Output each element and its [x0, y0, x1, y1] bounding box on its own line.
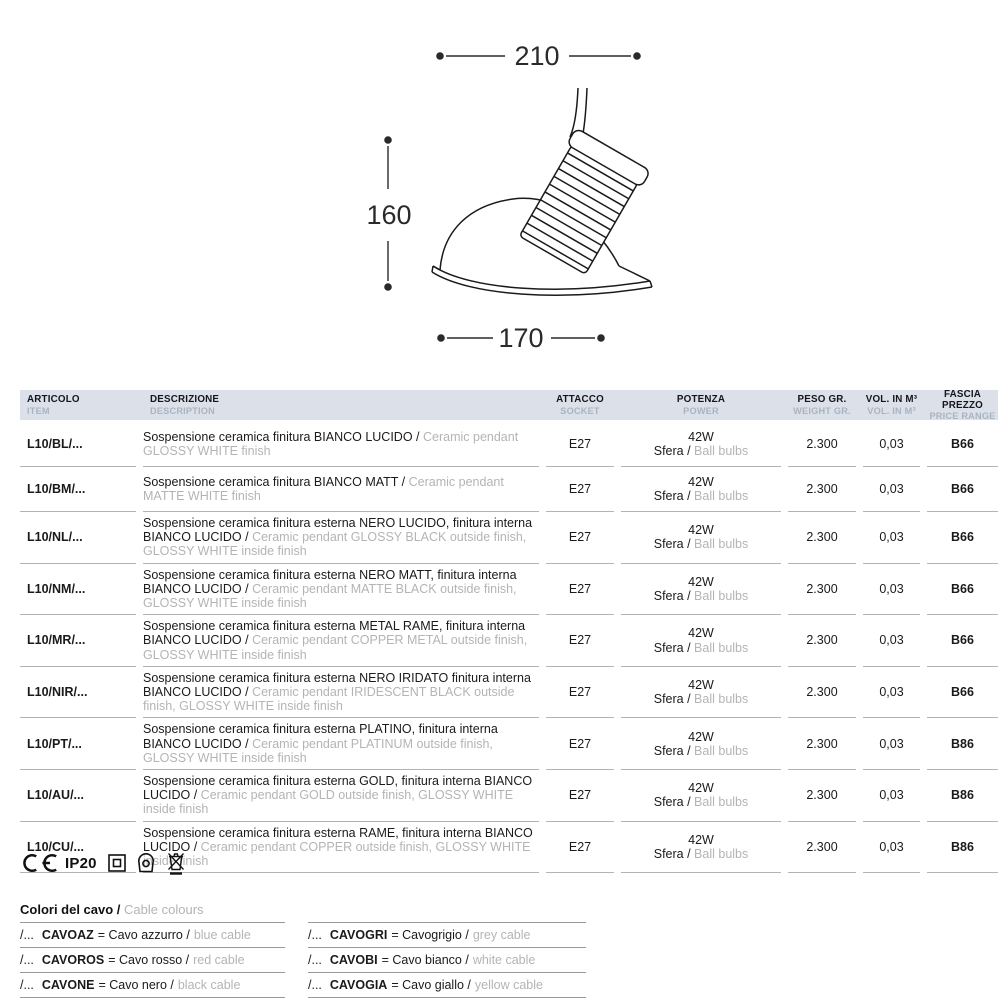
- socket-cell: E27: [546, 615, 614, 667]
- table-row: [20, 718, 998, 770]
- cable-colours-section: [20, 901, 586, 998]
- header-attacco: ATTACCO SOCKET: [556, 394, 604, 416]
- weight-cell: 2.300: [788, 467, 856, 512]
- ribbed-neck: [515, 128, 650, 277]
- weight-cell: 2.300: [788, 822, 856, 874]
- socket-cell: E27: [546, 564, 614, 616]
- power-cell: 42W Sfera / Ball bulbs: [621, 822, 781, 874]
- dimension-170: [438, 323, 604, 353]
- power-cell: 42W Sfera / Ball bulbs: [621, 422, 781, 467]
- ce-mark-icon: [22, 853, 60, 873]
- description-cell: Sospensione ceramica finitura BIANCO LUCIDO / Ceramic pendant GLOSSY WHITE finish: [143, 422, 539, 467]
- volume-cell: 0,03: [863, 512, 920, 564]
- price-range-cell: B86: [927, 770, 998, 822]
- description-cell: Sospensione ceramica finitura esterna RAME, finitura interna BIANCO LUCIDO / Ceramic pendant COPPER outside finish, GLOSSY WHITE inside finish: [143, 822, 539, 874]
- table-row: [20, 512, 998, 564]
- volume-cell: 0,03: [863, 422, 920, 467]
- volume-cell: 0,03: [863, 718, 920, 770]
- rim-lower: [432, 272, 652, 295]
- dim-top-label: 210: [514, 41, 560, 71]
- socket-cell: E27: [546, 822, 614, 874]
- socket-cell: E27: [546, 718, 614, 770]
- table-row: [20, 615, 998, 667]
- header-articolo: ARTICOLO ITEM: [27, 394, 80, 416]
- class-ii-insulation-icon: [108, 854, 126, 872]
- header-fascia-prezzo: FASCIA PREZZO PRICE RANGE: [929, 389, 996, 421]
- socket-cell: E27: [546, 770, 614, 822]
- volume-cell: 0,03: [863, 667, 920, 719]
- power-cell: 42W Sfera / Ball bulbs: [621, 467, 781, 512]
- article-code: L10/AU/...: [20, 770, 136, 822]
- description-cell: Sospensione ceramica finitura esterna NERO LUCIDO, finitura interna BIANCO LUCIDO / Ceramic pendant GLOSSY BLACK outside finish, GLOSSY WHITE inside finish: [143, 512, 539, 564]
- article-code: L10/NM/...: [20, 564, 136, 616]
- product-spec-table: [20, 390, 998, 873]
- table-body: [20, 422, 998, 873]
- socket-cell: E27: [546, 667, 614, 719]
- description-cell: Sospensione ceramica finitura BIANCO MATT / Ceramic pendant MATTE WHITE finish: [143, 467, 539, 512]
- header-peso: PESO GR. WEIGHT GR.: [793, 394, 851, 416]
- article-code: L10/NL/...: [20, 512, 136, 564]
- price-range-cell: B66: [927, 422, 998, 467]
- article-code: L10/BM/...: [20, 467, 136, 512]
- power-cell: 42W Sfera / Ball bulbs: [621, 718, 781, 770]
- weight-cell: 2.300: [788, 564, 856, 616]
- price-range-cell: B66: [927, 467, 998, 512]
- header-descrizione: DESCRIZIONE DESCRIPTION: [150, 394, 220, 416]
- table-row: [20, 467, 998, 512]
- cable-colours-left-column: [20, 901, 285, 998]
- table-row: [20, 667, 998, 719]
- price-range-cell: B86: [927, 718, 998, 770]
- volume-cell: 0,03: [863, 770, 920, 822]
- description-cell: Sospensione ceramica finitura esterna PLATINO, finitura interna BIANCO LUCIDO / Ceramic pendant PLATINUM outside finish, GLOSSY WHITE inside finish: [143, 718, 539, 770]
- table-header: [20, 390, 998, 420]
- pendant-lamp-technical-drawing: [0, 0, 1000, 375]
- power-cell: 42W Sfera / Ball bulbs: [621, 512, 781, 564]
- article-code: L10/CU/...: [20, 822, 136, 874]
- socket-cell: E27: [546, 512, 614, 564]
- cable-colours-right-column: [308, 901, 586, 998]
- description-cell: Sospensione ceramica finitura esterna NERO MATT, finitura interna BIANCO LUCIDO / Ceramic pendant MATTE BLACK outside finish, GLOSSY WHITE inside finish: [143, 564, 539, 616]
- certification-icons: [22, 851, 186, 875]
- price-range-cell: B66: [927, 615, 998, 667]
- cable-colour-item: /... CAVOGIA = Cavo giallo / yellow cable: [308, 973, 586, 998]
- dimension-160: [366, 137, 411, 290]
- cable-colour-item: /... CAVOROS = Cavo rosso / red cable: [20, 948, 285, 973]
- article-code: L10/MR/...: [20, 615, 136, 667]
- cable-colours-heading: Colori del cavo / Cable colours: [20, 901, 285, 923]
- price-range-cell: B66: [927, 564, 998, 616]
- price-range-cell: B66: [927, 512, 998, 564]
- header-volume: VOL. IN M³ VOL. IN M³: [865, 394, 918, 416]
- dimension-210: [437, 41, 640, 71]
- volume-cell: 0,03: [863, 822, 920, 874]
- socket-cell: E27: [546, 422, 614, 467]
- weee-crossed-bin-icon: [166, 851, 186, 875]
- volume-cell: 0,03: [863, 467, 920, 512]
- description-cell: Sospensione ceramica finitura esterna NERO IRIDATO finitura interna BIANCO LUCIDO / Ceramic pendant IRIDESCENT BLACK outside finish, GLOSSY WHITE inside finish: [143, 667, 539, 719]
- socket-cell: E27: [546, 467, 614, 512]
- power-cell: 42W Sfera / Ball bulbs: [621, 564, 781, 616]
- weight-cell: 2.300: [788, 718, 856, 770]
- article-code: L10/PT/...: [20, 718, 136, 770]
- cable-colour-item: /... CAVOGRI = Cavogrigio / grey cable: [308, 923, 586, 948]
- description-cell: Sospensione ceramica finitura esterna METAL RAME, finitura interna BIANCO LUCIDO / Ceramic pendant COPPER METAL outside finish, GLOSSY WHITE inside finish: [143, 615, 539, 667]
- dim-left-label: 160: [366, 200, 412, 230]
- table-row: [20, 770, 998, 822]
- volume-cell: 0,03: [863, 615, 920, 667]
- cable-colour-item: /... CAVONE = Cavo nero / black cable: [20, 973, 285, 998]
- article-code: L10/NIR/...: [20, 667, 136, 719]
- cable-colour-item: /... CAVOBI = Cavo bianco / white cable: [308, 948, 586, 973]
- description-cell: Sospensione ceramica finitura esterna GOLD, finitura interna BIANCO LUCIDO / Ceramic pendant GOLD outside finish, GLOSSY WHITE inside finish: [143, 770, 539, 822]
- cable-colour-item: /... CAVOAZ = Cavo azzurro / blue cable: [20, 923, 285, 948]
- cable-colours-spacer: [308, 901, 586, 923]
- power-cell: 42W Sfera / Ball bulbs: [621, 615, 781, 667]
- weight-cell: 2.300: [788, 770, 856, 822]
- table-row: [20, 422, 998, 467]
- pendant-lamp-outline: [432, 88, 652, 295]
- ip-rating: IP20: [65, 854, 97, 872]
- article-code: L10/BL/...: [20, 422, 136, 467]
- price-range-cell: B86: [927, 822, 998, 874]
- weight-cell: 2.300: [788, 422, 856, 467]
- power-cell: 42W Sfera / Ball bulbs: [621, 667, 781, 719]
- dim-bottom-label: 170: [498, 323, 544, 353]
- table-row: [20, 564, 998, 616]
- cable-line: [570, 88, 578, 137]
- volume-cell: 0,03: [863, 564, 920, 616]
- header-potenza: POTENZA POWER: [676, 394, 726, 416]
- weight-cell: 2.300: [788, 615, 856, 667]
- weight-cell: 2.300: [788, 512, 856, 564]
- price-range-cell: B66: [927, 667, 998, 719]
- power-cell: 42W Sfera / Ball bulbs: [621, 770, 781, 822]
- weight-cell: 2.300: [788, 667, 856, 719]
- lampholder-icon: [137, 853, 155, 873]
